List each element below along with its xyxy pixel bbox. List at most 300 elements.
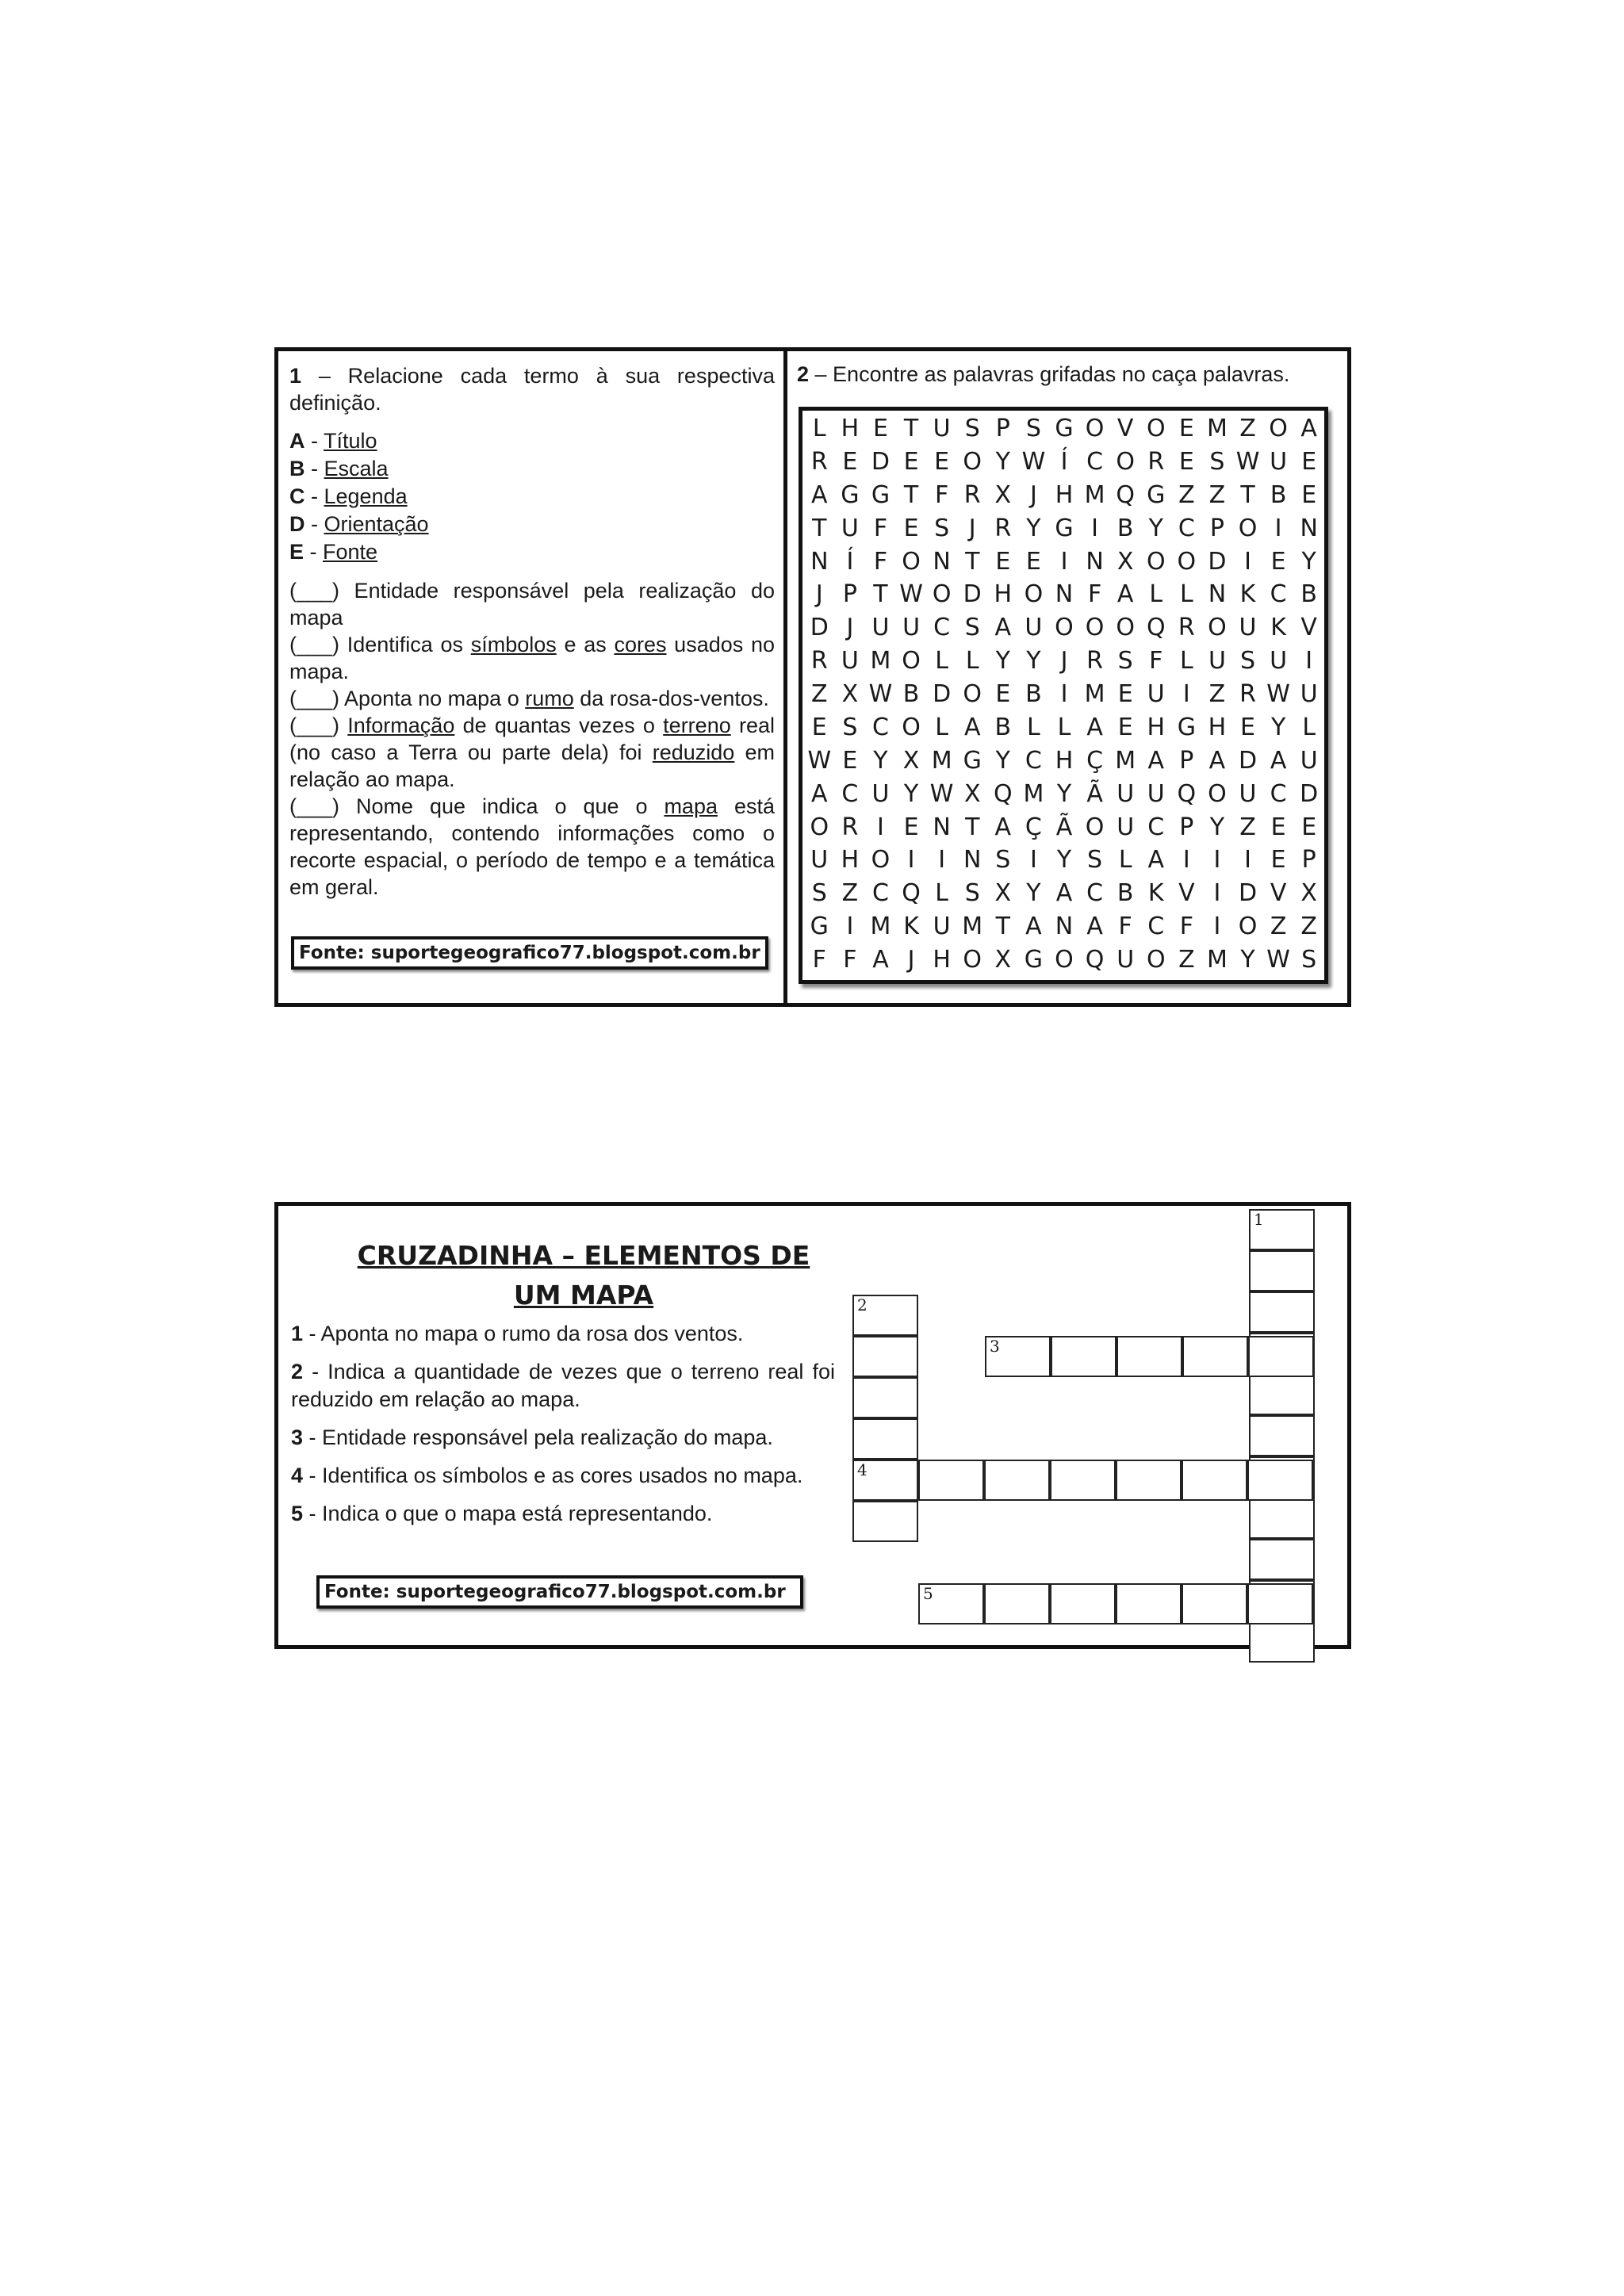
word-search-letter[interactable]: Y <box>1026 647 1041 675</box>
word-search-letter[interactable]: G <box>1055 415 1074 442</box>
word-search-letter[interactable]: I <box>1274 514 1282 542</box>
word-search-letter[interactable]: Y <box>1148 514 1163 542</box>
crossword-cell[interactable] <box>1249 1292 1315 1333</box>
word-search-letter[interactable]: C <box>841 779 859 808</box>
word-search-letter[interactable]: W <box>807 746 832 775</box>
crossword-cell[interactable] <box>1249 1250 1315 1292</box>
word-search-letter[interactable]: L <box>1179 580 1193 609</box>
word-search-letter[interactable]: X <box>902 746 920 775</box>
word-search-letter[interactable]: E <box>934 447 950 476</box>
crossword-cell[interactable] <box>984 1583 1050 1624</box>
word-search-letter[interactable]: S <box>1301 946 1317 974</box>
word-search-letter[interactable]: E <box>872 415 888 442</box>
crossword-cell[interactable] <box>852 1460 918 1501</box>
word-search-letter[interactable]: S <box>995 846 1011 874</box>
word-search-letter[interactable]: O <box>1238 913 1258 941</box>
word-search-letter[interactable]: D <box>1300 779 1319 808</box>
answer-blank[interactable]: (___) <box>289 633 340 656</box>
word-search-letter[interactable]: O <box>963 447 982 476</box>
word-search-letter[interactable]: Y <box>1240 946 1255 974</box>
word-search-letter[interactable]: N <box>963 846 982 874</box>
word-search-letter[interactable]: R <box>1239 680 1256 709</box>
word-search-letter[interactable]: P <box>1179 746 1194 775</box>
word-search-letter[interactable]: E <box>1178 447 1194 476</box>
word-search-letter[interactable]: G <box>841 480 860 509</box>
word-search-letter[interactable]: S <box>1240 647 1256 675</box>
word-search-letter[interactable]: W <box>1266 946 1290 974</box>
word-search-letter[interactable]: A <box>994 614 1012 642</box>
crossword-cell[interactable] <box>1248 1336 1314 1377</box>
word-search-letter[interactable]: U <box>871 779 890 808</box>
word-search-letter[interactable]: C <box>933 614 951 642</box>
word-search-letter[interactable]: M <box>870 913 891 941</box>
word-search-letter[interactable]: U <box>1208 647 1226 675</box>
word-search-letter[interactable]: O <box>1085 415 1105 442</box>
word-search-letter[interactable]: L <box>1179 647 1193 675</box>
word-search-letter[interactable]: S <box>934 514 950 542</box>
word-search-letter[interactable]: I <box>877 813 884 841</box>
crossword-cell[interactable] <box>852 1377 918 1418</box>
word-search-letter[interactable]: Z <box>1178 480 1195 509</box>
word-search-letter[interactable]: O <box>1269 415 1288 442</box>
word-search-letter[interactable]: I <box>846 913 854 941</box>
word-search-letter[interactable]: U <box>1116 779 1135 808</box>
word-search-letter[interactable]: E <box>903 447 919 476</box>
word-search-letter[interactable]: P <box>1301 846 1316 874</box>
word-search-letter[interactable]: A <box>1025 913 1042 941</box>
word-search-letter[interactable]: M <box>931 746 952 775</box>
word-search-letter[interactable]: Í <box>1060 447 1068 476</box>
word-search-letter[interactable]: I <box>1029 846 1037 874</box>
word-search-letter[interactable]: I <box>1213 846 1221 874</box>
word-search-letter[interactable]: X <box>963 779 981 808</box>
word-search-letter[interactable]: Z <box>811 680 828 709</box>
word-search-letter[interactable]: W <box>1021 447 1046 476</box>
word-search-letter[interactable]: A <box>1147 746 1165 775</box>
word-search-letter[interactable]: O <box>1055 946 1074 974</box>
word-search-letter[interactable]: F <box>812 946 826 974</box>
word-search-letter[interactable]: I <box>1213 913 1221 941</box>
word-search-letter[interactable]: X <box>994 879 1012 908</box>
word-search-letter[interactable]: E <box>903 514 919 542</box>
word-search-letter[interactable]: E <box>1025 547 1041 576</box>
word-search-letter[interactable]: Ç <box>1025 813 1042 841</box>
crossword-cell[interactable] <box>1182 1336 1248 1377</box>
word-search-letter[interactable]: Y <box>995 647 1010 675</box>
word-search-letter[interactable]: E <box>995 547 1011 576</box>
word-search-letter[interactable]: B <box>1116 514 1134 542</box>
word-search-letter[interactable]: K <box>1239 580 1256 609</box>
word-search-letter[interactable]: N <box>933 813 951 841</box>
word-search-letter[interactable]: U <box>1300 746 1318 775</box>
word-search-letter[interactable]: U <box>902 614 921 642</box>
word-search-letter[interactable]: A <box>963 713 981 741</box>
word-search-letter[interactable]: R <box>1178 614 1195 642</box>
word-search-letter[interactable]: K <box>903 913 919 941</box>
word-search-letter[interactable]: U <box>1116 946 1135 974</box>
word-search-letter[interactable]: O <box>1024 580 1044 609</box>
word-search-letter[interactable]: H <box>1055 746 1074 775</box>
word-search-letter[interactable]: E <box>1117 713 1133 741</box>
word-search-letter[interactable]: M <box>1023 779 1044 808</box>
word-search-letter[interactable]: M <box>1084 480 1105 509</box>
word-search-letter[interactable]: C <box>1270 580 1287 609</box>
word-search-letter[interactable]: Z <box>1270 913 1287 941</box>
word-search-letter[interactable]: V <box>1178 879 1195 908</box>
word-search-letter[interactable]: N <box>933 547 951 576</box>
word-search-letter[interactable]: I <box>1182 680 1190 709</box>
word-search-letter[interactable]: D <box>1238 879 1258 908</box>
word-search-letter[interactable]: G <box>810 913 829 941</box>
word-search-letter[interactable]: X <box>1300 879 1317 908</box>
word-search-letter[interactable]: O <box>1208 614 1227 642</box>
word-search-letter[interactable]: B <box>902 680 920 709</box>
word-search-letter[interactable]: Y <box>1301 547 1316 576</box>
word-search-letter[interactable]: L <box>812 415 826 442</box>
word-search-letter[interactable]: Q <box>902 879 921 908</box>
word-search-letter[interactable]: J <box>846 614 854 642</box>
word-search-letter[interactable]: A <box>994 813 1012 841</box>
word-search-letter[interactable]: F <box>843 946 857 974</box>
word-search-letter[interactable]: F <box>873 547 888 576</box>
word-search-letter[interactable]: R <box>1147 447 1165 476</box>
word-search-letter[interactable]: E <box>811 713 827 741</box>
word-search-letter[interactable]: O <box>902 713 921 741</box>
word-search-letter[interactable]: O <box>963 680 982 709</box>
word-search-letter[interactable]: A <box>1086 713 1103 741</box>
word-search-letter[interactable]: T <box>965 547 980 576</box>
word-search-letter[interactable]: V <box>1300 614 1317 642</box>
word-search-letter[interactable]: Y <box>1056 779 1072 808</box>
crossword-cell[interactable] <box>1249 1539 1315 1580</box>
word-search-letter[interactable]: Y <box>1056 846 1072 874</box>
word-search-letter[interactable]: P <box>842 580 857 609</box>
word-search-letter[interactable]: R <box>963 480 981 509</box>
word-search-letter[interactable]: Z <box>1208 680 1226 709</box>
word-search-letter[interactable]: Y <box>1270 713 1286 741</box>
crossword-cell[interactable] <box>852 1295 918 1336</box>
word-search-letter[interactable]: E <box>1117 680 1133 709</box>
word-search-letter[interactable]: V <box>1270 879 1287 908</box>
word-search-letter[interactable]: O <box>1055 614 1074 642</box>
word-search-letter[interactable]: F <box>1087 580 1102 609</box>
word-search-letter[interactable]: J <box>907 946 915 974</box>
word-search-letter[interactable]: G <box>871 480 891 509</box>
word-search-letter[interactable]: D <box>1208 547 1227 576</box>
word-search-letter[interactable]: O <box>1085 614 1105 642</box>
word-search-letter[interactable]: Ã <box>1055 813 1073 841</box>
word-search-letter[interactable]: B <box>1300 580 1317 609</box>
word-search-letter[interactable]: F <box>1118 913 1132 941</box>
crossword-cell[interactable] <box>1247 1583 1313 1624</box>
word-search-letter[interactable]: M <box>1084 680 1105 709</box>
word-search-letter[interactable]: B <box>994 713 1012 741</box>
word-search-letter[interactable]: F <box>873 514 888 542</box>
word-search-letter[interactable]: R <box>994 514 1012 542</box>
word-search-letter[interactable]: M <box>1206 415 1228 442</box>
word-search-letter[interactable]: P <box>995 415 1010 442</box>
word-search-letter[interactable]: A <box>1300 415 1317 442</box>
word-search-letter[interactable]: Ç <box>1086 746 1104 775</box>
word-search-letter[interactable]: E <box>1240 713 1255 741</box>
word-search-letter[interactable]: O <box>902 647 921 675</box>
word-search-letter[interactable]: T <box>812 514 827 542</box>
word-search-letter[interactable]: U <box>1270 447 1288 476</box>
word-search-letter[interactable]: S <box>1117 647 1133 675</box>
word-search-letter[interactable]: I <box>1305 647 1313 675</box>
crossword-cell[interactable] <box>852 1501 918 1542</box>
word-search-letter[interactable]: A <box>1208 746 1226 775</box>
crossword-cell[interactable] <box>918 1460 984 1501</box>
word-search-letter[interactable]: I <box>1244 846 1251 874</box>
word-search-letter[interactable]: Y <box>1026 879 1041 908</box>
word-search-letter[interactable]: C <box>1147 813 1165 841</box>
word-search-letter[interactable]: W <box>868 680 893 709</box>
word-search-letter[interactable]: I <box>938 846 946 874</box>
word-search-letter[interactable]: X <box>994 480 1012 509</box>
word-search-letter[interactable]: O <box>1146 547 1166 576</box>
word-search-letter[interactable]: M <box>962 913 983 941</box>
word-search-letter[interactable]: U <box>810 846 829 874</box>
word-search-letter[interactable]: U <box>841 647 859 675</box>
crossword-cell[interactable] <box>984 1460 1050 1501</box>
word-search-letter[interactable]: Y <box>1026 514 1041 542</box>
word-search-letter[interactable]: I <box>1182 846 1190 874</box>
word-search-letter[interactable]: N <box>1086 547 1104 576</box>
word-search-letter[interactable]: R <box>810 647 828 675</box>
word-search-letter[interactable]: O <box>810 813 829 841</box>
word-search-letter[interactable]: O <box>1146 946 1166 974</box>
word-search-letter[interactable]: K <box>1270 614 1286 642</box>
word-search-letter[interactable]: H <box>1208 713 1227 741</box>
answer-blank[interactable]: (___) <box>289 794 340 818</box>
crossword-cell[interactable] <box>1050 1583 1116 1624</box>
word-search-letter[interactable]: Q <box>1146 614 1166 642</box>
word-search-letter[interactable]: Z <box>1178 946 1195 974</box>
crossword-cell[interactable] <box>1116 1583 1182 1624</box>
word-search-letter[interactable]: O <box>902 547 921 576</box>
word-search-letter[interactable]: L <box>1302 713 1316 741</box>
word-search-letter[interactable]: U <box>871 614 890 642</box>
crossword-cell[interactable] <box>985 1336 1051 1377</box>
word-search-letter[interactable]: O <box>1238 514 1258 542</box>
word-search-letter[interactable]: Z <box>1239 813 1256 841</box>
word-search-letter[interactable]: O <box>1146 415 1166 442</box>
word-search-letter[interactable]: A <box>1116 580 1134 609</box>
word-search-letter[interactable]: C <box>1270 779 1287 808</box>
word-search-letter[interactable]: T <box>995 913 1010 941</box>
word-search-letter[interactable]: W <box>1266 680 1290 709</box>
crossword-cell[interactable] <box>1249 1374 1315 1415</box>
crossword-cell[interactable] <box>1249 1621 1315 1663</box>
word-search-letter[interactable]: D <box>1238 746 1258 775</box>
word-search-letter[interactable]: H <box>1147 713 1166 741</box>
word-search-letter[interactable]: U <box>1270 647 1288 675</box>
word-search-letter[interactable]: U <box>1116 813 1135 841</box>
word-search-letter[interactable]: Q <box>1177 779 1197 808</box>
word-search-letter[interactable]: E <box>995 680 1011 709</box>
word-search-letter[interactable]: M <box>1206 946 1228 974</box>
word-search-letter[interactable]: E <box>1178 415 1194 442</box>
word-search-letter[interactable]: G <box>1147 480 1166 509</box>
word-search-letter[interactable]: G <box>1024 946 1044 974</box>
word-search-letter[interactable]: A <box>872 946 889 974</box>
word-search-letter[interactable]: O <box>1116 447 1135 476</box>
word-search-letter[interactable]: O <box>963 946 982 974</box>
word-search-letter[interactable]: D <box>933 680 952 709</box>
word-search-letter[interactable]: A <box>811 480 828 509</box>
word-search-letter[interactable]: R <box>1086 647 1103 675</box>
word-search-letter[interactable]: T <box>965 813 980 841</box>
crossword-cell[interactable] <box>1051 1336 1116 1377</box>
word-search-letter[interactable]: H <box>841 415 860 442</box>
word-search-letter[interactable]: T <box>1240 480 1255 509</box>
word-search-letter[interactable]: N <box>1055 913 1074 941</box>
word-search-letter[interactable]: C <box>1086 447 1104 476</box>
crossword-cell[interactable] <box>1116 1460 1182 1501</box>
word-search-letter[interactable]: P <box>1209 514 1224 542</box>
word-search-letter[interactable]: I <box>1213 879 1221 908</box>
word-search-letter[interactable]: S <box>1087 846 1103 874</box>
word-search-letter[interactable]: R <box>841 813 859 841</box>
word-search-letter[interactable]: C <box>1086 879 1104 908</box>
word-search-letter[interactable]: U <box>1300 680 1318 709</box>
word-search-letter[interactable]: O <box>1085 813 1105 841</box>
word-search-letter[interactable]: I <box>1060 680 1068 709</box>
word-search-letter[interactable]: Ã <box>1086 779 1103 808</box>
word-search-letter[interactable]: J <box>968 514 976 542</box>
word-search-letter[interactable]: L <box>935 879 948 908</box>
crossword-cell[interactable] <box>1247 1460 1313 1501</box>
word-search-letter[interactable]: G <box>963 746 982 775</box>
word-search-letter[interactable]: N <box>1055 580 1074 609</box>
word-search-letter[interactable]: S <box>842 713 858 741</box>
crossword-cell[interactable] <box>1116 1336 1182 1377</box>
word-search-letter[interactable]: E <box>1301 480 1317 509</box>
word-search-letter[interactable]: L <box>965 647 979 675</box>
word-search-letter[interactable]: U <box>933 415 951 442</box>
word-search-letter[interactable]: V <box>1116 415 1134 442</box>
answer-blank[interactable]: (___) <box>289 714 340 737</box>
word-search-letter[interactable]: U <box>1147 680 1165 709</box>
word-search-letter[interactable]: A <box>811 779 828 808</box>
crossword-cell[interactable] <box>1249 1209 1315 1250</box>
word-search-letter[interactable]: Q <box>1085 946 1105 974</box>
word-search-letter[interactable]: A <box>1270 746 1287 775</box>
word-search-letter[interactable]: T <box>903 480 919 509</box>
crossword-cell[interactable] <box>852 1336 918 1377</box>
word-search-letter[interactable]: Y <box>995 447 1010 476</box>
word-search-letter[interactable]: Y <box>873 746 888 775</box>
word-search-letter[interactable]: Z <box>841 879 859 908</box>
word-search-letter[interactable]: S <box>964 415 980 442</box>
crossword-cell[interactable] <box>1249 1498 1315 1539</box>
word-search-letter[interactable]: G <box>1177 713 1196 741</box>
word-search-letter[interactable]: H <box>933 946 951 974</box>
word-search-letter[interactable]: H <box>1055 480 1074 509</box>
crossword-cell[interactable] <box>1249 1415 1315 1456</box>
word-search-letter[interactable]: X <box>1116 547 1134 576</box>
word-search-letter[interactable]: A <box>1055 879 1073 908</box>
word-search-letter[interactable]: Í <box>846 547 854 576</box>
word-search-letter[interactable]: L <box>1027 713 1040 741</box>
word-search-letter[interactable]: Y <box>1209 813 1225 841</box>
word-search-letter[interactable]: O <box>1177 547 1197 576</box>
word-search-letter[interactable]: I <box>1244 547 1251 576</box>
word-search-letter[interactable]: D <box>871 447 891 476</box>
word-search-letter[interactable]: O <box>1116 614 1135 642</box>
word-search-letter[interactable]: E <box>1270 547 1286 576</box>
word-search-letter[interactable]: F <box>1149 647 1163 675</box>
word-search-letter[interactable]: C <box>871 713 889 741</box>
word-search-letter[interactable]: I <box>1060 547 1068 576</box>
word-search-letter[interactable]: I <box>907 846 915 874</box>
word-search-letter[interactable]: F <box>1179 913 1193 941</box>
word-search-letter[interactable]: U <box>1239 779 1257 808</box>
word-search-letter[interactable]: E <box>1270 813 1286 841</box>
word-search-letter[interactable]: L <box>1057 713 1071 741</box>
crossword-cell[interactable] <box>1050 1460 1116 1501</box>
word-search-letter[interactable]: D <box>963 580 982 609</box>
word-search-letter[interactable]: Z <box>1239 415 1256 442</box>
word-search-letter[interactable]: E <box>1301 447 1317 476</box>
word-search-letter[interactable]: Q <box>994 779 1013 808</box>
word-search-letter[interactable]: S <box>811 879 827 908</box>
word-search-letter[interactable]: W <box>929 779 954 808</box>
word-search-letter[interactable]: L <box>1118 846 1132 874</box>
word-search-letter[interactable]: L <box>1149 580 1163 609</box>
word-search-letter[interactable]: Y <box>903 779 919 808</box>
word-search-letter[interactable]: H <box>841 846 860 874</box>
word-search-letter[interactable]: N <box>1208 580 1227 609</box>
word-search-letter[interactable]: S <box>1025 415 1041 442</box>
word-search-letter[interactable]: E <box>842 746 858 775</box>
word-search-letter[interactable]: U <box>1147 779 1165 808</box>
word-search-letter[interactable]: R <box>810 447 828 476</box>
word-search-letter[interactable]: X <box>841 680 859 709</box>
word-search-letter[interactable]: T <box>903 415 919 442</box>
crossword-cell[interactable] <box>1182 1583 1247 1624</box>
word-search-letter[interactable]: H <box>994 580 1013 609</box>
word-search-letter[interactable]: S <box>964 614 980 642</box>
word-search-letter[interactable]: G <box>1055 514 1074 542</box>
word-search-letter[interactable]: N <box>1300 514 1318 542</box>
crossword-cell[interactable] <box>852 1418 918 1460</box>
word-search-letter[interactable]: J <box>1060 647 1068 675</box>
word-search-letter[interactable]: U <box>933 913 951 941</box>
word-search-letter[interactable]: B <box>1116 879 1134 908</box>
word-search-letter[interactable]: U <box>1025 614 1043 642</box>
word-search-letter[interactable]: E <box>1301 813 1317 841</box>
word-search-letter[interactable]: E <box>1270 846 1286 874</box>
word-search-letter[interactable]: Y <box>995 746 1010 775</box>
word-search-letter[interactable]: E <box>842 447 858 476</box>
word-search-letter[interactable]: X <box>994 946 1012 974</box>
word-search-letter[interactable]: W <box>899 580 923 609</box>
word-search-letter[interactable]: J <box>1029 480 1037 509</box>
word-search-letter[interactable]: E <box>903 813 919 841</box>
word-search-letter[interactable]: L <box>935 647 948 675</box>
word-search-letter[interactable]: O <box>1208 779 1227 808</box>
word-search-letter[interactable]: S <box>1209 447 1225 476</box>
word-search-letter[interactable]: B <box>1025 680 1042 709</box>
word-search-letter[interactable]: J <box>815 580 823 609</box>
word-search-letter[interactable]: B <box>1270 480 1287 509</box>
word-search-letter[interactable]: C <box>1025 746 1042 775</box>
word-search-letter[interactable]: Z <box>1300 913 1317 941</box>
word-search-letter[interactable]: N <box>810 547 829 576</box>
word-search-letter[interactable]: O <box>871 846 891 874</box>
